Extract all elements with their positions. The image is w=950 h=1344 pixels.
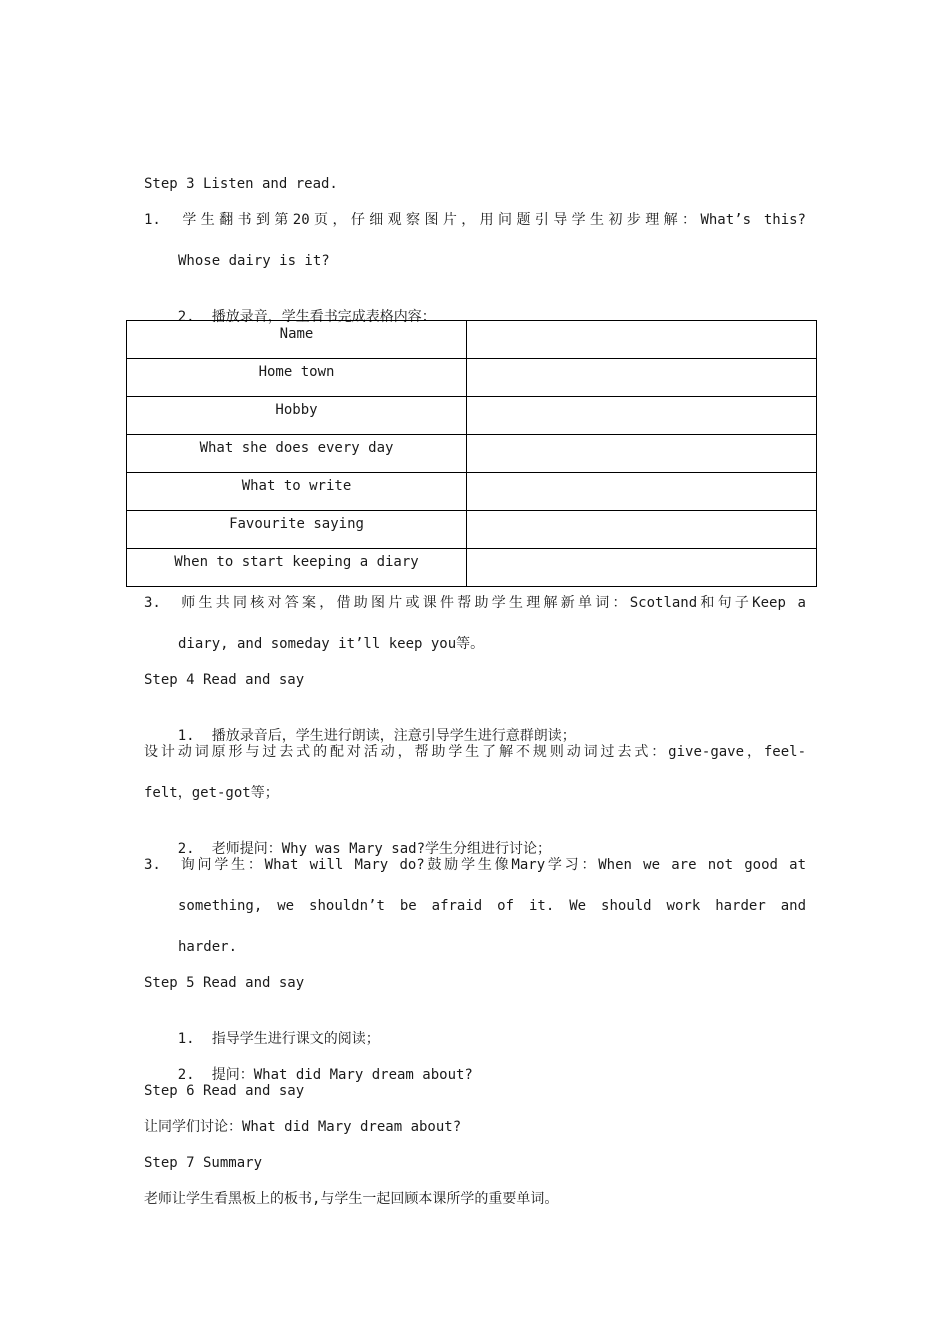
table-row bbox=[127, 359, 817, 397]
step7-heading: Step 7 Summary bbox=[144, 1155, 263, 1171]
step7-paragraph: 老师让学生看黑板上的板书,与学生一起回顾本课所学的重要单词。 bbox=[144, 1191, 559, 1207]
step4-heading: Step 4 Read and say bbox=[144, 672, 305, 688]
answer-cell bbox=[467, 549, 817, 587]
list-number: 1. bbox=[144, 212, 161, 228]
answer-cell bbox=[467, 435, 817, 473]
list-number: 2. bbox=[177, 841, 195, 857]
step6-paragraph: 让同学们讨论：What did Mary dream about? bbox=[144, 1119, 462, 1135]
list-number: 3. bbox=[144, 857, 161, 873]
list-item-text: 学生翻书到第20页，仔细观察图片，用问题引导学生初步理解：What’s this? bbox=[178, 212, 806, 228]
table-row bbox=[127, 435, 817, 473]
step4-paragraph-line1: 设计动词原形与过去式的配对活动，帮助学生了解不规则动词过去式：give-gave，feel- bbox=[144, 744, 806, 760]
step4-item3-line3: harder. bbox=[178, 939, 238, 955]
table-row bbox=[127, 549, 817, 587]
table-label-cell: Name bbox=[127, 321, 467, 359]
step3-item1-line1 bbox=[144, 210, 806, 230]
list-number: 1. bbox=[177, 728, 195, 744]
list-item-text: 播放录音，学生看书完成表格内容： bbox=[211, 309, 436, 325]
list-number: 3. bbox=[144, 595, 161, 611]
table-label-cell: Hobby bbox=[127, 397, 467, 435]
step5-heading: Step 5 Read and say bbox=[144, 975, 305, 991]
table-row bbox=[127, 397, 817, 435]
answer-cell bbox=[467, 397, 817, 435]
table-label-cell: What to write bbox=[127, 473, 467, 511]
table-label-cell: Favourite saying bbox=[127, 511, 467, 549]
step3-item3-line1 bbox=[144, 593, 806, 613]
table-label-cell: When to start keeping a diary bbox=[127, 549, 467, 587]
table-row bbox=[127, 511, 817, 549]
list-number: 2. bbox=[177, 1067, 195, 1083]
answer-cell bbox=[467, 321, 817, 359]
list-item-text: 师生共同核对答案，借助图片或课件帮助学生理解新单词：Scotland和句子Keep a bbox=[178, 595, 806, 611]
list-number: 1. bbox=[177, 1031, 195, 1047]
list-number: 2. bbox=[177, 309, 195, 325]
table-row bbox=[127, 473, 817, 511]
answer-cell bbox=[467, 511, 817, 549]
table-label-cell: What she does every day bbox=[127, 435, 467, 473]
table-row bbox=[127, 321, 817, 359]
list-item-text: 询问学生：What will Mary do?鼓励学生像Mary学习：When we are not good at bbox=[178, 857, 806, 873]
list-item-text: 指导学生进行课文的阅读； bbox=[211, 1031, 380, 1047]
step3-heading: Step 3 Listen and read. bbox=[144, 176, 338, 192]
step3-item3-line2: diary, and someday it’ll keep you等。 bbox=[178, 636, 485, 652]
step4-item3-line1 bbox=[144, 855, 806, 875]
answer-cell bbox=[467, 473, 817, 511]
step4-item3-line2: something, we shouldn’t be afraid of it. We should work harder and bbox=[178, 898, 806, 914]
answer-cell bbox=[467, 359, 817, 397]
step3-item1-line2: Whose dairy is it? bbox=[178, 253, 330, 269]
list-item-text: 提问：What did Mary dream about? bbox=[211, 1067, 473, 1083]
table-label-cell: Home town bbox=[127, 359, 467, 397]
list-item-text: 老师提问：Why was Mary sad?学生分组进行讨论； bbox=[211, 841, 552, 857]
list-item-text: 播放录音后，学生进行朗读，注意引导学生进行意群朗读； bbox=[211, 728, 576, 744]
step6-heading: Step 6 Read and say bbox=[144, 1083, 305, 1099]
info-table bbox=[126, 320, 817, 587]
step4-paragraph-line2: felt，get-got等； bbox=[144, 785, 279, 801]
